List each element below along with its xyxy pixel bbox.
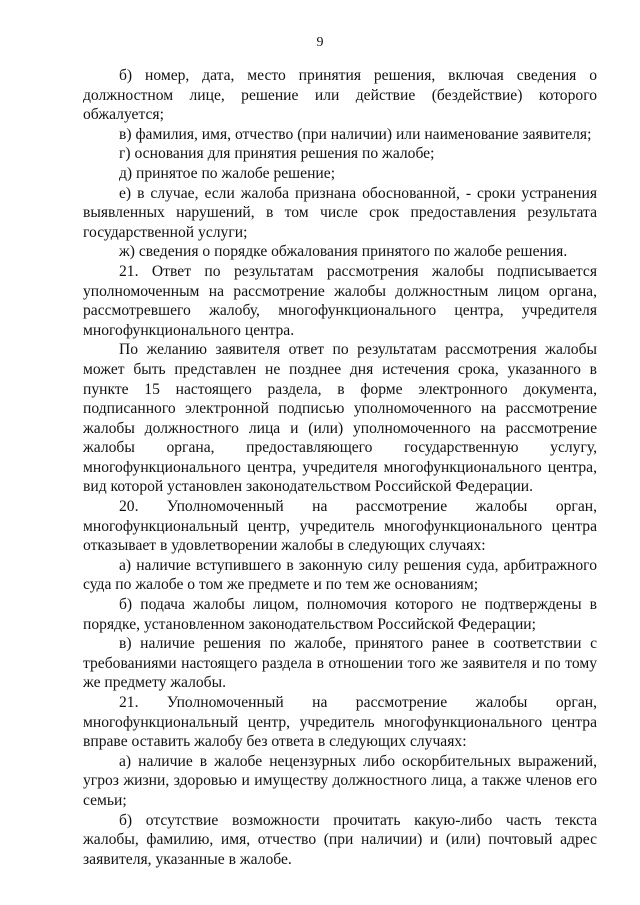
paragraph-21-no-response-cases: 21. Уполномоченный на рассмотрение жалобы орган, многофункциональный центр, учредитель многофункционального центра вправе оставить жалобу без ответа в следующих случаях: bbox=[83, 694, 597, 751]
paragraph-a-offensive-language: а) наличие в жалобе нецензурных либо оскорбительных выражений, угроз жизни, здоровью и имуществу должностного лица, а также членов его семьи; bbox=[83, 752, 597, 809]
paragraph-b-unreadable-text: б) отсутствие возможности прочитать какую-либо часть текста жалобы, фамилию, имя, отчество (при наличии) и (или) почтовый адрес заявителя, указанные в жалобе. bbox=[83, 811, 597, 868]
paragraph-b-decision-details: б) номер, дата, место принятия решения, включая сведения о должностном лице, решение или действие (бездействие) которого обжалуется; bbox=[83, 67, 597, 124]
paragraph-zh-appeal-procedure: ж) сведения о порядке обжалования принятого по жалобе решения. bbox=[119, 243, 568, 261]
paragraph-d-decision: д) принятое по жалобе решение; bbox=[119, 164, 336, 182]
paragraph-v-applicant-name: в) фамилия, имя, отчество (при наличии) или наименование заявителя; bbox=[119, 125, 592, 143]
paragraph-e-justified-complaint: е) в случае, если жалоба признана обоснованной, - сроки устранения выявленных нарушений, в том числе срок предоставления результата государственной услуги; bbox=[83, 184, 597, 241]
paragraph-electronic-response: По желанию заявителя ответ по результатам рассмотрения жалобы может быть представлен не позднее дня истечения срока, указанного в пункте 15 настоящего раздела, в форме электронного документа, подписанного электронной подписью уполномоченного на рассмотрение жалобы должностного лица и (или) уполномоченного на рассмотрение жалобы органа, предоставляющего государственную услугу, многофункционального центра, учредителя многофункционального центра, вид которой установлен законодательством Российской Федерации. bbox=[83, 341, 597, 496]
paragraph-v-prior-decision: в) наличие решения по жалобе, принятого ранее в соответствии с требованиями настоящего раздела в отношении того же заявителя и по тому же предмету жалобы. bbox=[83, 635, 597, 692]
paragraph-a-court-decision: а) наличие вступившего в законную силу решения суда, арбитражного суда по жалобе о том же предмете и по тем же основаниям; bbox=[83, 556, 597, 594]
page-number: 9 bbox=[316, 35, 324, 50]
paragraph-g-grounds: г) основания для принятия решения по жалобе; bbox=[119, 145, 435, 163]
document-body bbox=[83, 66, 597, 869]
paragraph-21-response-signing: 21. Ответ по результатам рассмотрения жалобы подписывается уполномоченным на рассмотрение жалобы должностным лицом органа, рассмотревшего жалобу, многофункционального центра, учредителя многофункционального центра. bbox=[83, 262, 597, 339]
paragraph-20-refusal-cases: 20. Уполномоченный на рассмотрение жалобы орган, многофункциональный центр, учредитель многофункционального центра отказывает в удовлетворении жалобы в следующих случаях: bbox=[83, 498, 597, 555]
paragraph-b-unauthorized-filer: б) подача жалобы лицом, полномочия которого не подтверждены в порядке, установленном законодательством Российской Федерации; bbox=[83, 596, 597, 633]
